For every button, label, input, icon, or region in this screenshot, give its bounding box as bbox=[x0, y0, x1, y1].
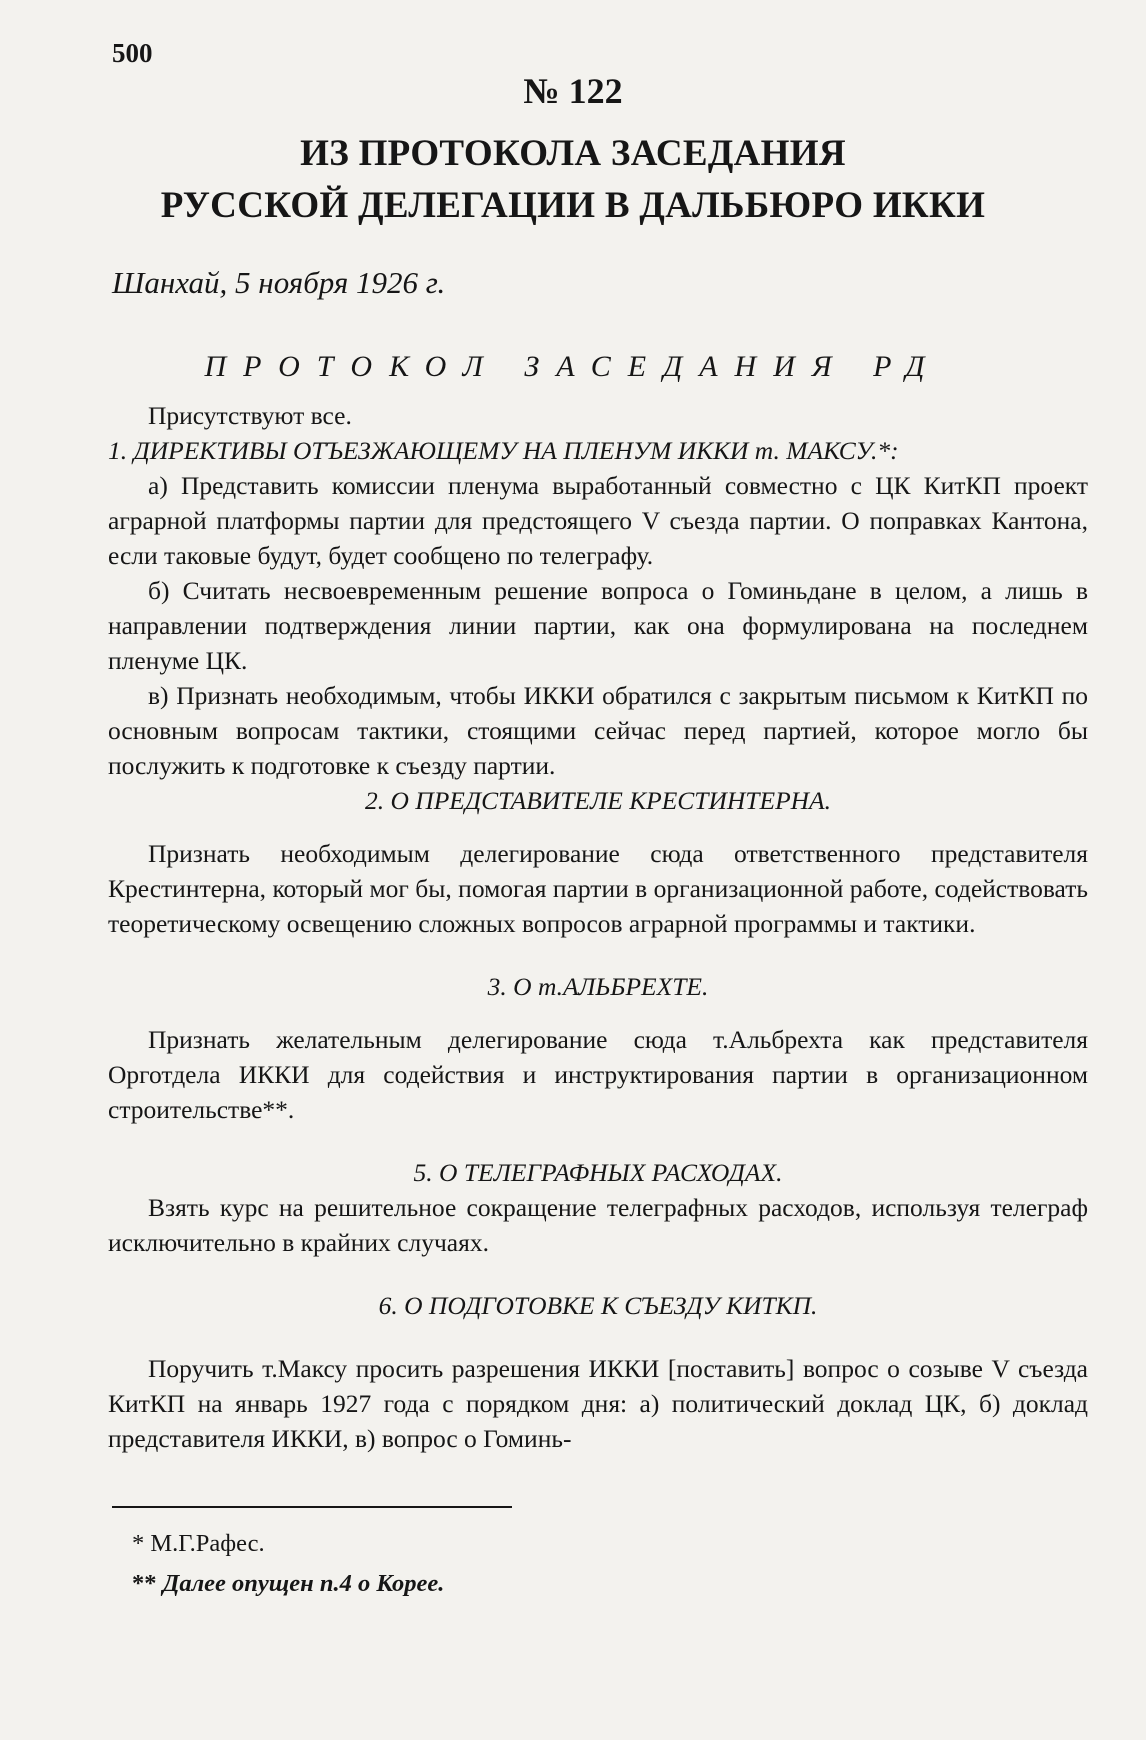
footnote-2-mark: ** bbox=[132, 1570, 157, 1597]
footnotes bbox=[132, 1524, 444, 1604]
document-number: № 122 bbox=[523, 71, 623, 111]
section-1-item-b: б) Считать несвоевременным решение вопроса о Гоминьдане в целом, а лишь в направлении подтверждения линии партии, как она формулирована на последнем пленуме ЦК. bbox=[108, 576, 1088, 675]
section-2-text: Признать необходимым делегирование сюда ответственного представителя Крестинтерна, который мог бы, помогая партии в организационной работе, содействовать теоретическому освещению сложных вопросов аграрной программы и тактики. bbox=[108, 839, 1088, 938]
section-5-text: Взять курс на решительное сокращение телеграфных расходов, используя телеграф исключительно в крайних случаях. bbox=[108, 1193, 1088, 1257]
document-title bbox=[0, 128, 1146, 232]
footnote-rule bbox=[112, 1506, 512, 1508]
present-line: Присутствуют все. bbox=[148, 401, 352, 430]
section-5-heading: 5. О ТЕЛЕГРАФНЫХ РАСХОДАХ. bbox=[413, 1158, 783, 1187]
section-3-heading: 3. О т.АЛЬБРЕХТЕ. bbox=[487, 972, 709, 1001]
footnote-2-text: Далее опущен п.4 о Корее. bbox=[162, 1570, 445, 1597]
title-line-2: РУССКОЙ ДЕЛЕГАЦИИ В ДАЛЬБЮРО ИККИ bbox=[160, 185, 986, 226]
footnote-2 bbox=[132, 1564, 444, 1604]
place-date: Шанхай, 5 ноября 1926 г. bbox=[112, 265, 446, 300]
section-1-heading: 1. ДИРЕКТИВЫ ОТЪЕЗЖАЮЩЕМУ НА ПЛЕНУМ ИККИ т. МАКСУ.*: bbox=[108, 436, 899, 465]
section-2-heading: 2. О ПРЕДСТАВИТЕЛЕ КРЕСТИНТЕРНА. bbox=[364, 786, 832, 815]
section-6-heading: 6. О ПОДГОТОВКЕ К СЪЕЗДУ КИТКП. bbox=[378, 1291, 818, 1320]
page-number: 500 bbox=[112, 38, 153, 68]
section-1-item-c: в) Признать необходимым, чтобы ИККИ обратился с закрытым письмом к КитКП по основным вопросам тактики, стоящими сейчас перед партией, которое могло бы послужить к подготовке к съезду партии. bbox=[108, 681, 1088, 780]
section-6-text: Поручить т.Максу просить разрешения ИККИ [поставить] вопрос о созыве V съезда КитКП на январь 1927 года с порядком дня: а) политический доклад ЦК, б) доклад представителя ИККИ, в) вопрос о Гоминь- bbox=[108, 1354, 1088, 1453]
section-3-text: Признать желательным делегирование сюда т.Альбрехта как представителя Орготдела ИККИ для содействия и инструктирования партии в организационном строительстве**. bbox=[108, 1025, 1088, 1124]
title-line-1: ИЗ ПРОТОКОЛА ЗАСЕДАНИЯ bbox=[300, 133, 846, 174]
document-body bbox=[108, 398, 1088, 1456]
footnote-1: * М.Г.Рафес. bbox=[132, 1530, 265, 1557]
section-1-item-a: а) Представить комиссии пленума выработанный совместно с ЦК КитКП проект аграрной платформы партии для предстоящего V съезда партии. О поправках Кантона, если таковые будут, будет сообщено по телеграфу. bbox=[108, 471, 1088, 570]
protocol-heading: ПРОТОКОЛ ЗАСЕДАНИЯ РД bbox=[204, 350, 942, 383]
